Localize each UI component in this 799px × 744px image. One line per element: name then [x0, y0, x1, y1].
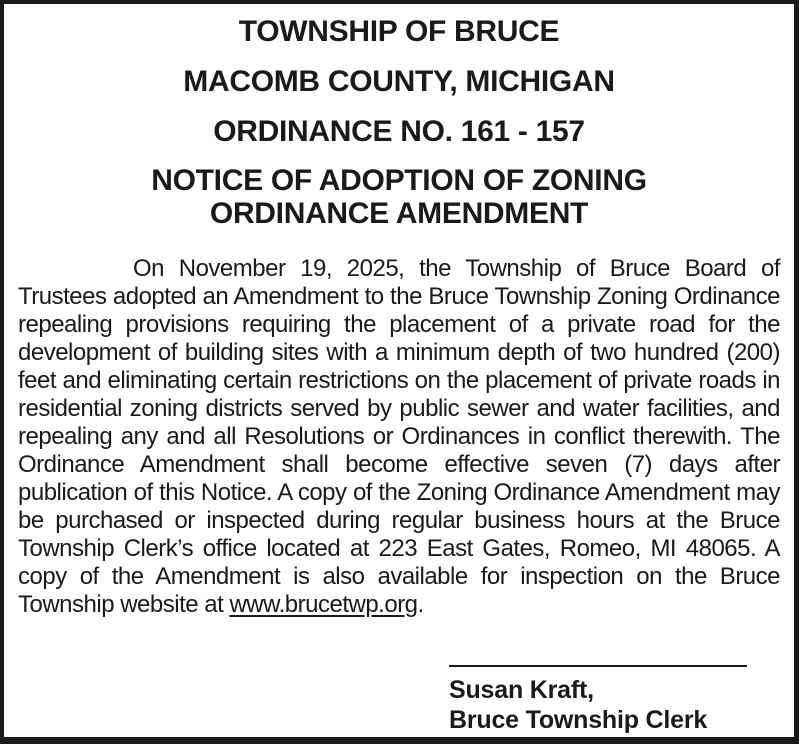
notice-body-text-end: .	[417, 591, 424, 618]
notice-title-line1: NOTICE OF ADOPTION OF ZONING	[151, 164, 647, 197]
notice-title	[18, 164, 780, 230]
ordinance-number-title: ORDINANCE NO. 161 - 157	[213, 115, 585, 148]
signature-line	[449, 665, 747, 667]
notice-body-text: On November 19, 2025, the Township of Bruce Board of Trustees adopted an Amendment to the Bruce Township Zoning Ordinance repealing provisions requiring the placement of a private road for the development of building sites with a minimum depth of two hundred (200) feet and eliminating certain restrictions on the placement of private roads in residential zoning districts served by public sewer and water facilities, and repealing any and all Resolutions or Ordinances in conflict therewith. The Ordinance Amendment shall become effective seven (7) days after publication of this Notice. A copy of the Zoning Ordinance Amendment may be purchased or inspected during regular business hours at the Bruce Township Clerk’s office located at 223 East Gates, Romeo, MI 48065. A copy of the Amendment is also available for inspection on the Bruce Township website at	[18, 255, 780, 618]
signature-block	[449, 665, 747, 735]
website-link[interactable]: www.brucetwp.org	[229, 591, 418, 618]
notice-title-line2: ORDINANCE AMENDMENT	[209, 197, 589, 230]
township-title: TOWNSHIP OF BRUCE	[238, 15, 560, 48]
signature-name: Susan Kraft,	[449, 676, 594, 704]
county-title: MACOMB COUNTY, MICHIGAN	[183, 65, 615, 98]
signature-title: Bruce Township Clerk	[449, 706, 708, 734]
notice-body-paragraph	[18, 255, 780, 619]
